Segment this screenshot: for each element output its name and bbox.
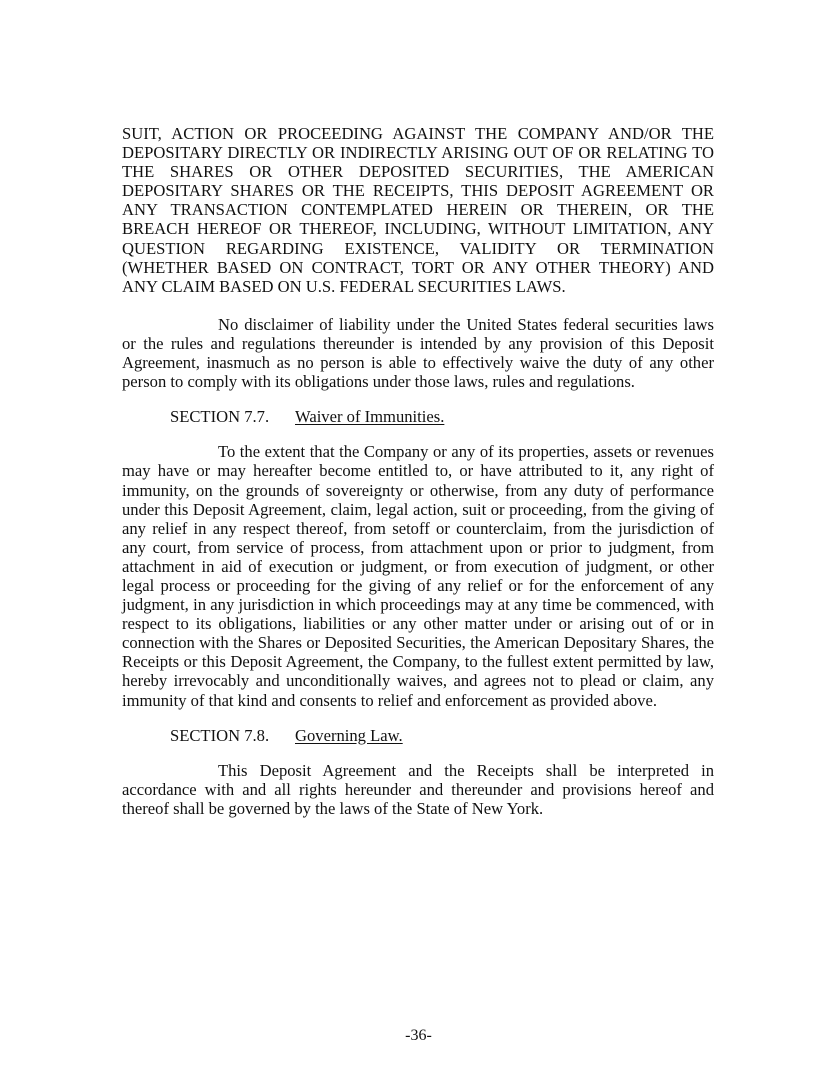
disclaimer-paragraph: No disclaimer of liability under the United States federal securities laws or the rules and regulations thereunder is intended by any provision of this Deposit Agreement, inasmuch as no person is able to effectively waive the duty of any other person to comply with its obligations under those laws, rules and regulations. <box>122 314 714 392</box>
caps-paragraph: SUIT, ACTION OR PROCEEDING AGAINST THE COMPANY AND/OR THE DEPOSITARY DIRECTLY OR INDIRECTLY ARISING OUT OF OR RELATING TO THE SHARES OR OTHER DEPOSITED SECURITIES, THE AMERICAN DEPOSITARY SHARES OR THE RECEIPTS, THIS DEPOSIT AGREEMENT OR ANY TRANSACTION CONTEMPLATED HEREIN OR THEREIN, OR THE BREACH HEREOF OR THEREOF, INCLUDING, WITHOUT LIMITATION, ANY QUESTION REGARDING EXISTENCE, VALIDITY OR TERMINATION (WHETHER BASED ON CONTRACT, TORT OR ANY OTHER THEORY) AND ANY CLAIM BASED ON U.S. FEDERAL SECURITIES LAWS. <box>122 124 714 296</box>
section-7-7-number: SECTION 7.7. <box>170 407 270 427</box>
document-page <box>122 124 714 818</box>
section-7-8-body: This Deposit Agreement and the Receipts shall be interpreted in accordance with and all rights hereunder and thereunder and provisions hereof and thereof shall be governed by the laws of the State of New York. <box>122 760 714 818</box>
page-number: -36- <box>405 1027 432 1044</box>
section-7-7-body: To the extent that the Company or any of its properties, assets or revenues may have or may hereafter become entitled to, or have attributed to it, any right of immunity, on the grounds of sovereignty or otherwise, from any duty of performance under this Deposit Agreement, claim, legal action, suit or proceeding, from the giving of any relief in any respect thereof, from setoff or counterclaim, from the jurisdiction of any court, from service of process, from attachment upon or prior to judgment, from attachment in aid of execution or judgment, or from execution of judgment, or other legal process or proceeding for the giving of any relief or for the enforcement of any judgment, in any jurisdiction in which proceedings may at any time be commenced, with respect to its obligations, liabilities or any other matter under or arising out of or in connection with the Shares or Deposited Securities, the American Depositary Shares, the Receipts or this Deposit Agreement, the Company, to the fullest extent permitted by law, hereby irrevocably and unconditionally waives, and agrees not to plead or claim, any immunity of that kind and consents to relief and enforcement as provided above. <box>122 442 714 710</box>
section-7-8-number: SECTION 7.8. <box>170 725 270 745</box>
section-7-8-heading <box>170 726 714 745</box>
section-7-8-title: Governing Law. <box>295 725 403 745</box>
section-7-7-heading <box>170 407 714 426</box>
section-7-7-title: Waiver of Immunities. <box>295 407 445 427</box>
